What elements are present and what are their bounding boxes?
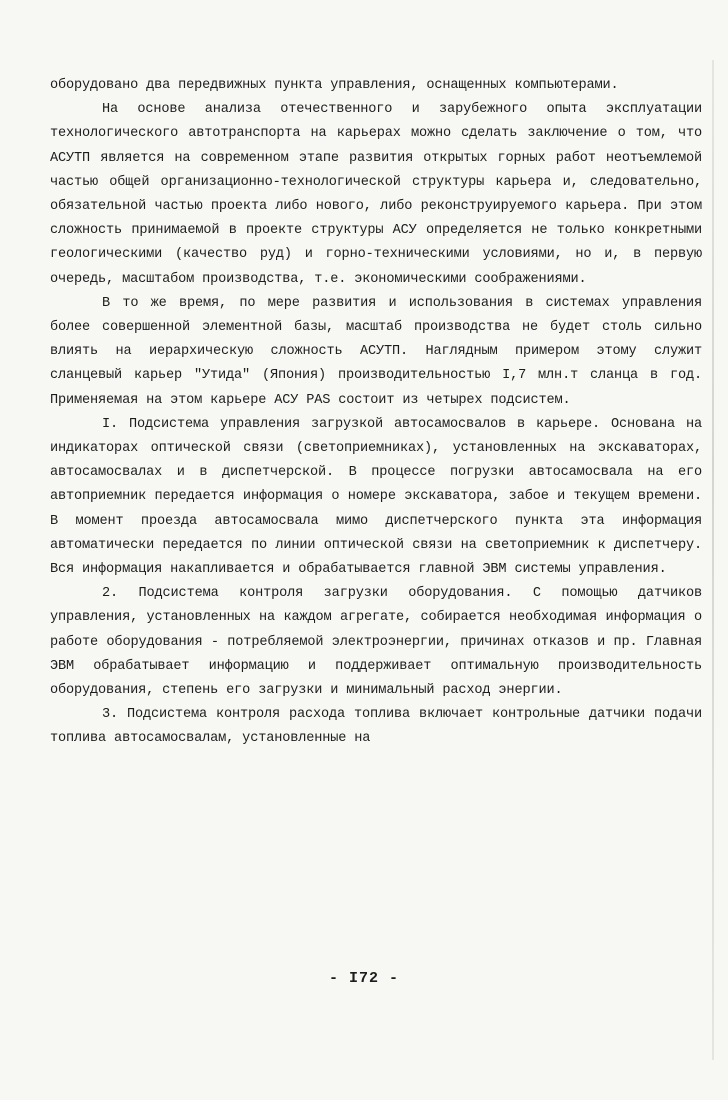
paragraph-asutp-analysis: На основе анализа отечественного и зарубежного опыта эксплуатации технологического автотранспорта на карьерах можно сделать заключение о том, что АСУТП является на современном этапе развития открытых горных работ неотъемлемой частью общей организационно-технологической структуры карьера и, следовательно, обязательной частью проекта либо нового, либо реконструируемого карьера. При этом сложность принимаемой в проекте структуры АСУ определяется не только конкретными геологическими (качество руд) и горно-техническими условиями, но и, в первую очередь, масштабом производства, т.е. экономическими соображениями. — [50, 102, 702, 287]
paragraph-utida-example: В то же время, по мере развития и использования в системах управления более совершенной элементной базы, масштаб производства не будет столь сильно влиять на иерархическую сложность АСУТП. Наглядным примером этому служит сланцевый карьер "Утида" (Япония) производительностью I,7 млн.т сланца в год. Применяемая на этом карьере АСУ PAS состоит из четырех подсистем. — [50, 295, 702, 408]
paragraph-subsystem-2: 2. Подсистема контроля загрузки оборудования. С помощью датчиков управления, установленных на каждом агрегате, собирается необходимая информация о работе оборудования - потребляемой электроэнергии, причинах отказов и пр. Главная ЭВМ обрабатывает информацию и поддерживает оптимальную производительность оборудования, степень его загрузки и минимальный расход энергии. — [50, 586, 702, 699]
page-edge-shadow — [712, 60, 714, 1060]
paragraph-continuation: оборудовано два передвижных пункта управления, оснащенных компьютерами. — [50, 78, 619, 93]
document-body — [50, 74, 702, 752]
paragraph-subsystem-3: 3. Подсистема контроля расхода топлива включает контрольные датчики подачи топлива автосамосвалам, установленные на — [50, 707, 702, 747]
page-number: - I72 - — [328, 970, 399, 987]
paragraph-subsystem-1: I. Подсистема управления загрузкой автосамосвалов в карьере. Основана на индикаторах оптической связи (светоприемниках), установленных на экскаваторах, автосамосвалах и в диспетчерской. В процессе погрузки автосамосвала на его автоприемник передается информация о номере экскаватора, забое и текущем времени. В момент проезда автосамосвала мимо диспетчерского пункта эта информация автоматически передается по линии оптической связи на светоприемник к диспетчеру. Вся информация накапливается и обрабатывается главной ЭВМ системы управления. — [50, 416, 702, 578]
